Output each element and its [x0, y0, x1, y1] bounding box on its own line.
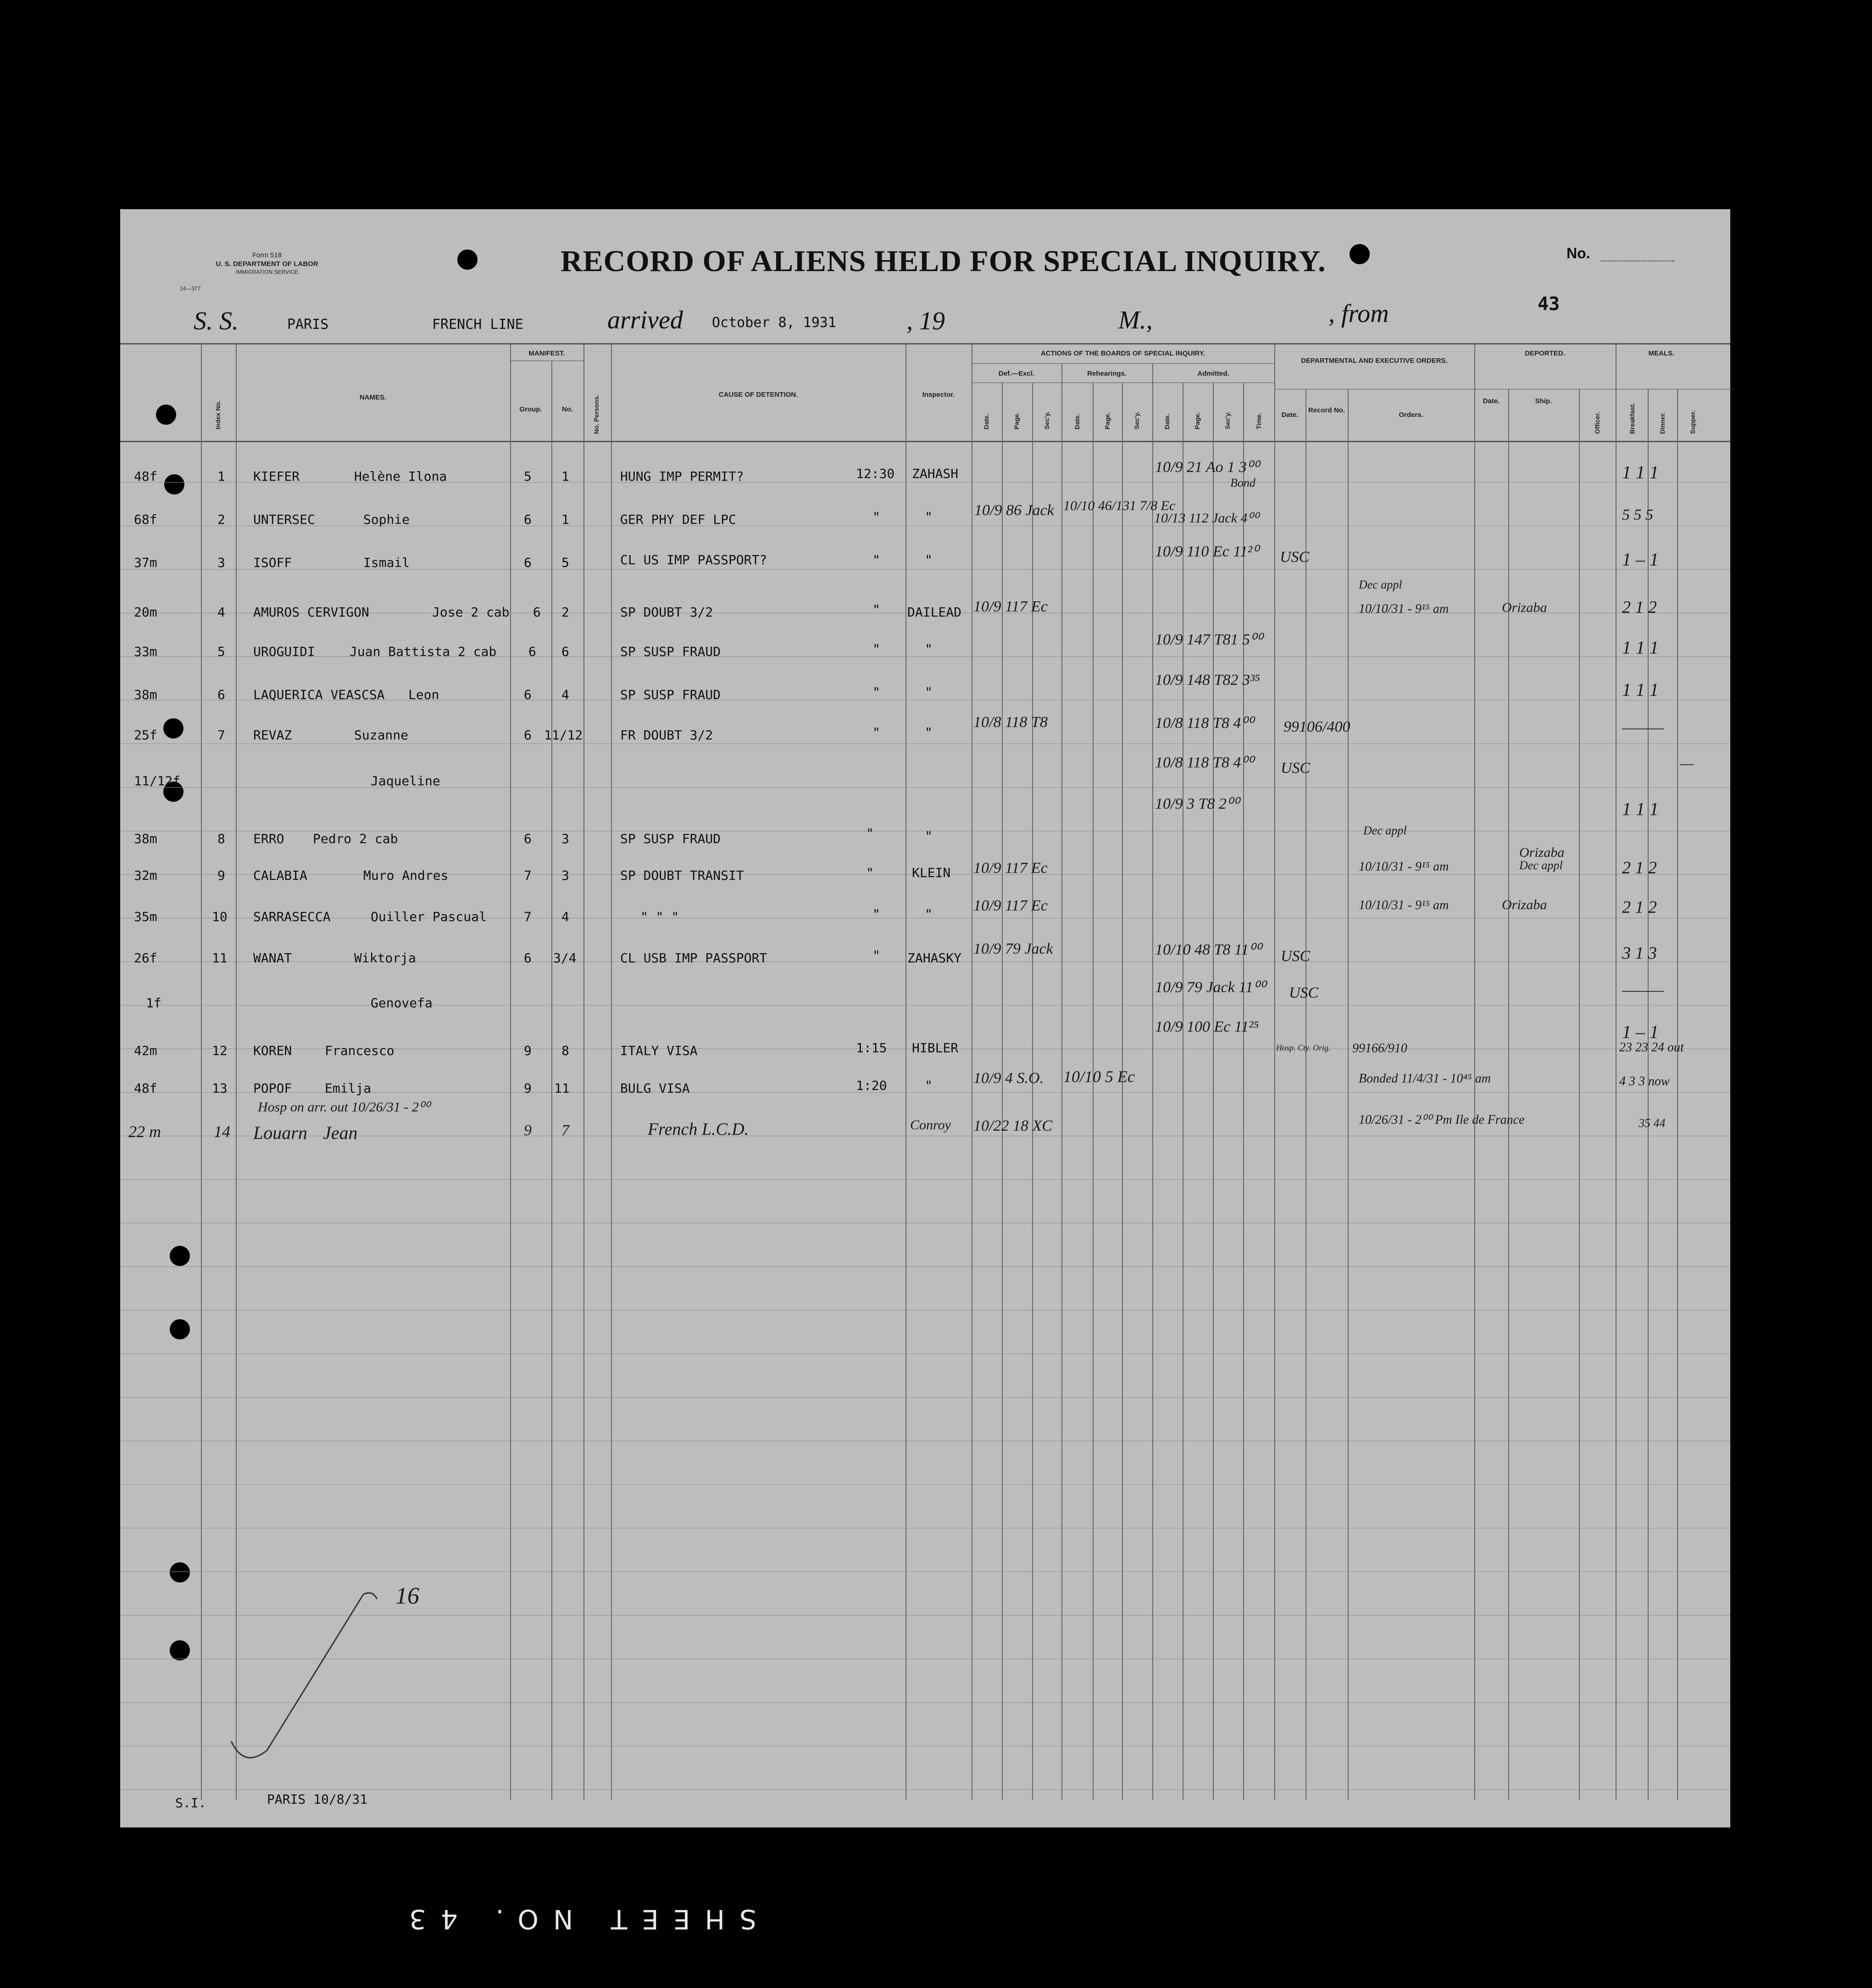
manifest-group: 9 [524, 1122, 532, 1139]
punch-hole [170, 1246, 190, 1266]
record-sheet [120, 209, 1730, 1827]
given-name: Francesco [325, 1043, 394, 1058]
column-line [551, 361, 552, 1800]
given-name: Helène Ilona [354, 469, 447, 484]
ship-name: PARIS [287, 317, 329, 333]
cause-of-detention: SP SUSP FRAUD [620, 687, 721, 702]
manifest-no: 3/4 [553, 950, 577, 966]
rehearing-entry: 10/10 5 Ec [1063, 1067, 1135, 1086]
punch-hole [156, 405, 176, 425]
order-entry: USC [1281, 948, 1311, 965]
surname: LAQUERICA VEASCSA [253, 687, 385, 702]
surname: KOREN [253, 1043, 292, 1058]
manifest-no: 6 [561, 644, 569, 659]
surname: ISOFF [253, 555, 292, 570]
punch-hole [457, 250, 478, 270]
cause-of-detention: SP SUSP FRAUD [620, 831, 721, 846]
meals-count: 1 1 1 [1622, 679, 1659, 700]
date-header: Date. [983, 413, 990, 429]
index-no: 13 [212, 1081, 228, 1096]
row-line [120, 569, 1730, 570]
index-no: 5 [217, 644, 225, 659]
manifest-no: 7 [561, 1122, 569, 1139]
given-name: Juan Battista 2 cab [350, 644, 497, 659]
record-no: 99166/910 [1352, 1041, 1407, 1055]
manifest-no: 1 [561, 469, 569, 484]
age-sex: 38m [134, 831, 157, 846]
no-persons-header: No. Persons. [593, 394, 600, 434]
deport-date: 10/10/31 - 9¹⁵ am [1359, 602, 1449, 616]
deport-date: 10/10/31 - 9¹⁵ am [1359, 860, 1449, 874]
meals-count: ——— [1622, 719, 1664, 736]
age-sex: 22 m [128, 1122, 161, 1141]
column-line [1348, 389, 1349, 1800]
surname: AMUROS CERVIGON [253, 605, 369, 620]
record-number-label: No. [1566, 245, 1590, 261]
def-excl-entry: 10/9 117 Ec [973, 860, 1048, 877]
inspector: ZAHASH [912, 466, 959, 481]
secy-header: Sec'y. [1224, 411, 1231, 429]
inspector-header: Inspector. [922, 391, 955, 399]
from-label: , from [1328, 300, 1389, 328]
header-top-rule [120, 343, 1730, 344]
admitted-entry: 10/10 48 T8 11⁰⁰ [1155, 941, 1261, 958]
meals-count: 23 23 24 out [1619, 1040, 1684, 1055]
record-no-header: Record No. [1308, 406, 1345, 414]
column-line [1243, 383, 1244, 1800]
order-entry: Dec appl [1359, 578, 1402, 591]
index-no: 12 [212, 1043, 228, 1058]
form-code: 14—377 [180, 285, 201, 292]
rehearings-header: Rehearings. [1087, 370, 1127, 378]
remark: Bond [1230, 476, 1255, 489]
manifest-no: 11 [554, 1081, 570, 1096]
manifest-group: 6 [533, 605, 541, 620]
manifest-group: 7 [524, 909, 532, 924]
meals-count: 2 1 2 [1622, 598, 1657, 617]
cause-header: CAUSE OF DETENTION. [718, 391, 798, 399]
remark: Hosp on arr. out 10/26/31 - 2⁰⁰ [258, 1100, 430, 1115]
deported-header: DEPORTED. [1525, 350, 1565, 357]
surname: KIEFER [253, 469, 300, 484]
given-name: Ouiller Pascual [371, 909, 487, 924]
given-name: Ismail [363, 555, 410, 570]
sheet-number: 43 [1538, 294, 1560, 315]
surname: Louarn [253, 1122, 307, 1143]
admitted-entry: 10/8 118 T8 4⁰⁰ [1155, 715, 1254, 732]
meals-count: 5 5 5 [1622, 506, 1653, 523]
surname: UROGUIDI [253, 644, 315, 659]
given-name: Muro Andres [363, 868, 449, 883]
def-excl-entry: 10/9 79 Jack [973, 940, 1053, 957]
surname: WANAT [253, 950, 292, 966]
department-name: U. S. DEPARTMENT OF LABOR [216, 260, 318, 268]
row-line [120, 1789, 1730, 1790]
inspector: " [925, 552, 933, 567]
inspector: " [925, 509, 933, 524]
detention-time: " [866, 865, 874, 880]
punch-hole [170, 1640, 190, 1660]
manifest-no-header: No. [561, 405, 573, 413]
cause-of-detention: CL USB IMP PASSPORT [620, 950, 767, 966]
manifest-group: 6 [528, 644, 536, 659]
detention-time: " [872, 725, 880, 740]
def-excl-entry: 10/9 117 Ec [973, 897, 1048, 914]
deport-date-header: Date. [1483, 397, 1500, 405]
column-line [1274, 343, 1275, 1800]
detention-time: " [872, 552, 880, 567]
footer-stamp: S.I. [175, 1795, 206, 1810]
punch-hole [170, 1319, 190, 1339]
inspector: ZAHASKY [907, 950, 962, 966]
admitted-entry: 10/9 3 T8 2⁰⁰ [1155, 795, 1239, 812]
age-sex: 48f [134, 469, 157, 484]
column-line [1677, 389, 1678, 1800]
index-no: 14 [214, 1122, 230, 1141]
inspector: " [925, 684, 933, 700]
secy-header: Sec'y. [1043, 411, 1050, 429]
detention-time: 1:15 [856, 1040, 887, 1055]
orders-header: Orders. [1399, 411, 1423, 419]
manifest-group: 6 [524, 831, 532, 846]
admitted-entry: 10/9 100 Ec 11²⁵ [1155, 1018, 1259, 1035]
year-label: , 19 [906, 307, 945, 335]
secy-header: Sec'y. [1133, 411, 1140, 429]
manifest-no: 5 [561, 555, 569, 570]
column-line [611, 343, 612, 1800]
index-no-header: Index No. [214, 400, 222, 429]
index-no: 2 [217, 512, 225, 527]
age-sex: 33m [134, 644, 157, 659]
deport-ship: Orizaba [1502, 600, 1547, 615]
manifest-no: 3 [561, 868, 569, 883]
admitted-entry: 10/9 148 T82 3³⁵ [1155, 672, 1260, 689]
age-sex: 32m [134, 868, 157, 883]
record-no: 99106/400 [1283, 718, 1350, 735]
meals-count: 2 1 2 [1622, 898, 1657, 917]
manifest-group: 9 [524, 1081, 532, 1096]
age-sex: 42m [134, 1043, 157, 1058]
manifest-no: 8 [561, 1043, 569, 1058]
given-name: Jaqueline [371, 773, 440, 789]
detention-time: " [872, 906, 880, 922]
age-sex: 35m [134, 909, 157, 924]
age-sex: 48f [134, 1081, 157, 1096]
manifest-no: 4 [561, 687, 569, 702]
service-name: IMMIGRATION SERVICE [235, 268, 299, 275]
page-title: RECORD OF ALIENS HELD FOR SPECIAL INQUIRY. [561, 244, 1326, 278]
row-line [120, 1397, 1730, 1398]
admitted-entry: 10/13 112 Jack 4⁰⁰ [1154, 511, 1259, 526]
inspector: Conroy [910, 1117, 951, 1133]
punch-hole [163, 718, 183, 739]
meals-count: 35 44 [1639, 1116, 1666, 1130]
meals-count: 3 1 3 [1622, 944, 1657, 963]
meals-header: MEALS. [1648, 350, 1675, 357]
index-no: 7 [217, 727, 225, 743]
deport-date: 10/10/31 - 9¹⁵ am [1359, 898, 1449, 912]
column-line [510, 343, 511, 1800]
def-excl-header: Def.—Excl. [998, 370, 1035, 378]
steamship-line: FRENCH LINE [432, 317, 523, 333]
inspector: DAILEAD [907, 605, 962, 620]
detention-time: " [866, 826, 874, 841]
def-excl-entry: 10/9 117 Ec [973, 598, 1048, 615]
detention-time: 1:20 [856, 1078, 887, 1093]
cause-of-detention: GER PHY DEF LPC [620, 512, 736, 527]
def-excl-entry: 10/9 4 S.O. [973, 1070, 1044, 1087]
manifest-group: 7 [524, 868, 532, 883]
tally-count: 16 [395, 1583, 419, 1609]
inspector: KLEIN [912, 865, 951, 880]
row-line [120, 1179, 1730, 1180]
tally-mark [226, 1576, 391, 1769]
cause-of-detention: " " " [640, 909, 679, 924]
given-name: Wiktorja [354, 950, 416, 966]
page-header: Page. [1013, 412, 1020, 429]
breakfast-header: Breakfast. [1628, 403, 1636, 434]
index-no: 1 [217, 469, 225, 484]
meals-count: 1 – 1 [1622, 549, 1659, 570]
column-line [1213, 383, 1214, 1800]
names-header: NAMES. [359, 394, 387, 401]
header-subrule [972, 363, 1274, 364]
meals-count: 1 1 1 [1622, 799, 1659, 819]
officer-header: Officer. [1594, 411, 1601, 434]
cause-of-detention: HUNG IMP PERMIT? [620, 469, 744, 484]
index-no: 6 [217, 687, 225, 702]
admitted-entry: 10/8 118 T8 4⁰⁰ [1155, 754, 1254, 771]
arrival-date: October 8, 1931 [712, 315, 836, 331]
age-sex: 20m [134, 605, 157, 620]
date-header: Date. [1163, 413, 1171, 429]
cause-of-detention: SP DOUBT 3/2 [620, 605, 713, 620]
film-edge-code: SHEET NO. 43 [394, 1904, 756, 1935]
given-name: Emilja [325, 1081, 372, 1096]
punch-hole [1350, 244, 1370, 264]
admitted-entry: 10/9 147 T81 5⁰⁰ [1155, 631, 1263, 648]
ss-label: S. S. [194, 307, 239, 335]
index-no: 3 [217, 555, 225, 570]
column-line [1002, 383, 1003, 1800]
cause-of-detention: SP SUSP FRAUD [620, 644, 721, 659]
page-header: Page. [1194, 412, 1201, 429]
cause-of-detention: BULG VISA [620, 1081, 690, 1096]
order-entry: USC [1281, 760, 1311, 777]
surname: ERRO [253, 831, 284, 846]
order-entry: USC [1280, 549, 1310, 566]
row-line [120, 1484, 1730, 1485]
column-line [1152, 363, 1153, 1800]
column-line [905, 343, 906, 1800]
age-sex: 37m [134, 555, 157, 570]
surname: POPOF [253, 1081, 292, 1096]
manifest-no: 3 [561, 831, 569, 846]
cause-of-detention: CL US IMP PASSPORT? [620, 552, 767, 567]
meridiem-label: M., [1118, 306, 1153, 334]
manifest-no: 2 [561, 605, 569, 620]
detention-time: " [872, 948, 880, 963]
age-sex: 26f [134, 950, 157, 966]
def-excl-entry: 10/22 18 XC [973, 1117, 1052, 1134]
departmental-header: DEPARTMENTAL AND EXECUTIVE ORDERS. [1301, 357, 1448, 365]
cause-of-detention: FR DOUBT 3/2 [620, 727, 713, 743]
order-entry: Dec appl [1519, 859, 1563, 872]
cause-of-detention: ITALY VISA [620, 1043, 698, 1058]
index-no: 4 [217, 605, 225, 620]
manifest-group: 9 [524, 1043, 532, 1058]
order-entry: USC [1289, 984, 1319, 1001]
time-header: Time. [1255, 412, 1262, 429]
given-name: Jean [323, 1122, 358, 1143]
date-header: Date. [1073, 413, 1081, 429]
page-header: Page. [1104, 412, 1111, 429]
supper-header: Supper. [1689, 410, 1696, 434]
column-line [201, 343, 202, 1800]
meals-count: 1 1 1 [1622, 462, 1659, 483]
actions-header: ACTIONS OF THE BOARDS OF SPECIAL INQUIRY. [1040, 350, 1205, 357]
detention-time: " [872, 602, 880, 617]
meals-count: 1 1 1 [1622, 637, 1659, 658]
group-header: Group. [519, 405, 542, 413]
admitted-entry: 10/9 79 Jack 11⁰⁰ [1155, 979, 1266, 996]
column-line [1122, 383, 1123, 1800]
meals-count: ——— [1622, 982, 1664, 999]
column-line [1305, 389, 1306, 1800]
form-identification [203, 251, 331, 276]
row-line [120, 1266, 1730, 1267]
def-excl-entry: 10/8 118 T8 [973, 714, 1048, 731]
cause-of-detention: SP DOUBT TRANSIT [620, 868, 744, 883]
given-name: Pedro 2 cab [313, 831, 398, 846]
inspector: " [925, 641, 933, 656]
given-name: Sophie [363, 512, 410, 527]
manifest-group: 6 [524, 950, 532, 966]
def-excl-entry: 10/9 86 Jack [974, 502, 1054, 519]
arrived-label: arrived [607, 306, 683, 334]
inspector: HIBLER [912, 1040, 959, 1055]
meals-count: 4 3 3 now [1619, 1074, 1670, 1088]
column-line [1032, 383, 1033, 1800]
order-entry: Dec appl [1363, 824, 1407, 837]
rehearing-entry: 10/10 46/131 7/8 Ec [1063, 498, 1176, 513]
deport-ship: Orizaba [1502, 897, 1547, 912]
column-line [1093, 383, 1094, 1800]
index-no: 9 [217, 868, 225, 883]
detention-time: " [872, 684, 880, 700]
inspector: " [925, 828, 933, 844]
dept-order-date: Hosp. Cty. Orig. [1276, 1043, 1331, 1052]
manifest-no: 4 [561, 909, 569, 924]
given-name: Suzanne [354, 727, 409, 743]
detention-time: " [872, 641, 880, 656]
surname: REVAZ [253, 727, 292, 743]
given-name: Genovefa [371, 995, 433, 1011]
age-sex: 38m [134, 687, 157, 702]
manifest-group: 6 [524, 555, 532, 570]
order-entry: Bonded 11/4/31 - 10⁴⁵ am [1359, 1072, 1491, 1086]
row-line [120, 787, 1730, 788]
index-no: 11 [212, 950, 228, 966]
cause-of-detention: French L.C.D. [648, 1120, 749, 1139]
column-line [1061, 363, 1062, 1800]
surname: SARRASECCA [253, 909, 331, 924]
row-line [120, 1310, 1730, 1311]
manifest-no: 11/12 [544, 727, 583, 743]
age-sex: 1f [146, 995, 161, 1011]
age-sex: 25f [134, 727, 157, 743]
column-line [583, 343, 584, 1800]
meals-count: — [1680, 755, 1694, 772]
admitted-entry: 10/9 21 Ao 1 3⁰⁰ [1155, 459, 1259, 476]
admitted-header: Admitted. [1197, 370, 1229, 378]
surname: UNTERSEC [253, 512, 315, 527]
deport-ship: Orizaba [1519, 845, 1565, 860]
manifest-group: 6 [524, 727, 532, 743]
age-sex: 11/12f [134, 773, 181, 789]
form-number: Form 518 [252, 251, 282, 259]
inspector: " [925, 725, 933, 740]
meals-count: 1 – 1 [1622, 1022, 1659, 1042]
meals-count: 2 1 2 [1622, 858, 1657, 877]
manifest-no: 1 [561, 512, 569, 527]
deport-ship-header: Ship. [1535, 397, 1552, 405]
detention-time: " [872, 509, 880, 524]
admitted-entry: 10/9 110 Ec 11²⁰ [1155, 543, 1259, 560]
index-no: 8 [217, 831, 225, 846]
manifest-group: 6 [524, 687, 532, 702]
manifest-header: MANIFEST. [528, 350, 565, 357]
manifest-group: 6 [524, 512, 532, 527]
footer-ship-date: PARIS 10/8/31 [267, 1792, 368, 1807]
given-name: Leon [408, 687, 439, 702]
given-name: Jose 2 cab [432, 605, 510, 620]
detention-time: 12:30 [856, 466, 895, 481]
dept-date-header: Date. [1281, 411, 1299, 419]
age-sex: 68f [134, 512, 157, 527]
dinner-header: Dinner. [1659, 412, 1666, 434]
punch-hole [170, 1562, 190, 1583]
header-bottom-rule [120, 441, 1730, 442]
order-entry: 10/26/31 - 2⁰⁰ Pm Ile de France [1359, 1113, 1525, 1127]
manifest-group: 5 [524, 469, 532, 484]
surname: CALABIA [253, 868, 308, 883]
column-line [1579, 389, 1580, 1800]
index-no: 10 [212, 909, 228, 924]
punch-hole [164, 474, 184, 494]
inspector: " [925, 906, 933, 922]
inspector: " [925, 1078, 933, 1093]
